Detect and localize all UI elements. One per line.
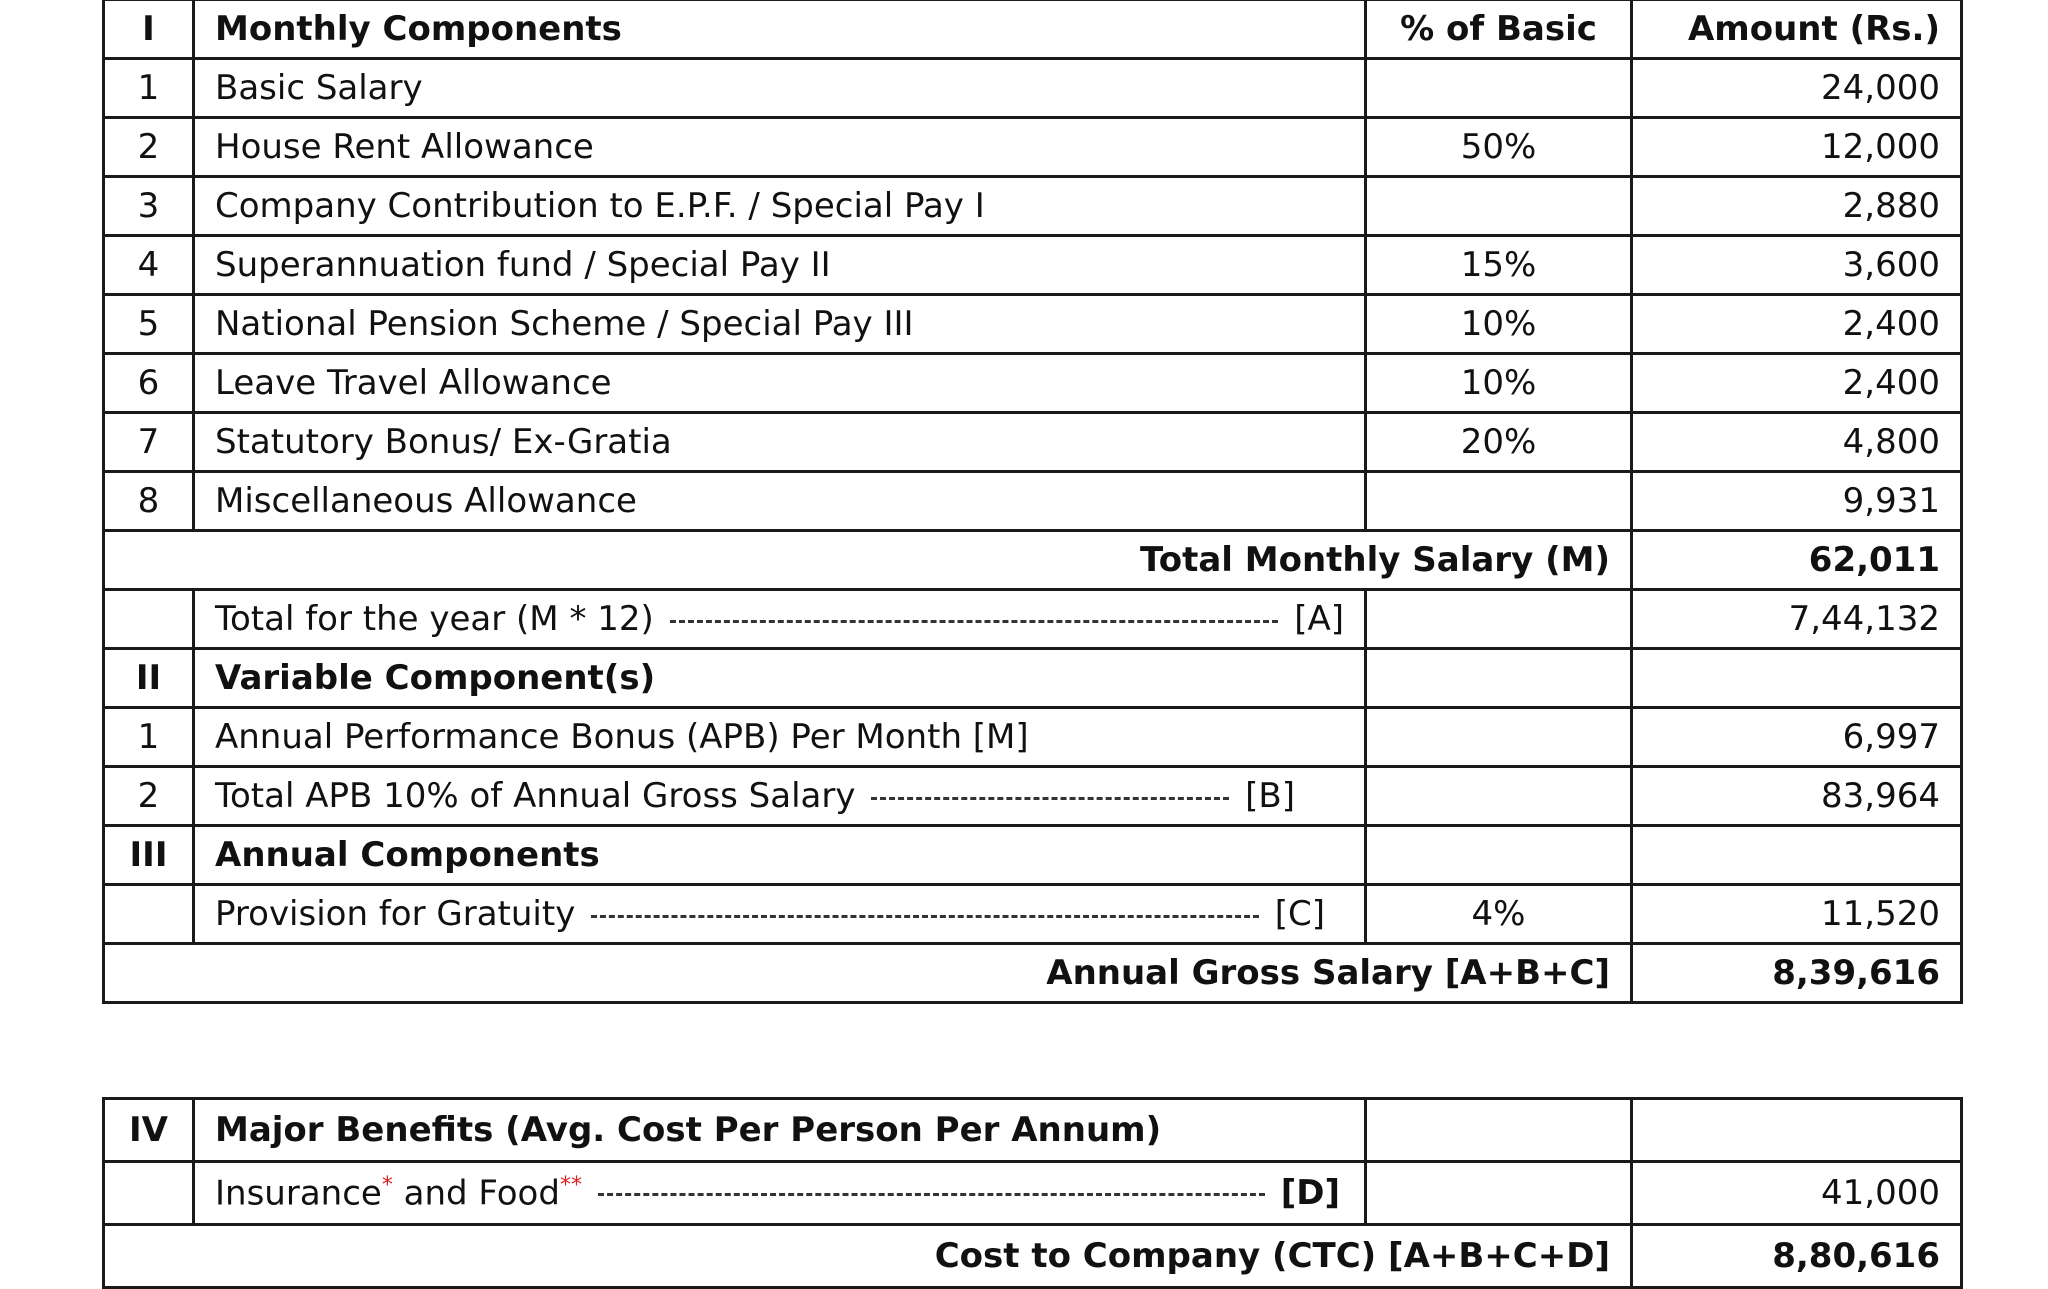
total-year-label: Total for the year (M * 12) xyxy=(215,599,654,639)
component-label: Miscellaneous Allowance xyxy=(194,472,1366,531)
row-number: 2 xyxy=(104,767,194,826)
empty-cell xyxy=(1632,1099,1962,1162)
table-row xyxy=(104,118,1962,177)
component-label: Leave Travel Allowance xyxy=(194,354,1366,413)
component-label: Statutory Bonus/ Ex-Gratia xyxy=(194,413,1366,472)
salary-components-table xyxy=(102,0,1963,1004)
component-label: House Rent Allowance xyxy=(194,118,1366,177)
section-title: Annual Components xyxy=(194,826,1366,885)
column-header-percent: % of Basic xyxy=(1366,0,1632,59)
table-row xyxy=(104,177,1962,236)
row-number: 3 xyxy=(104,177,194,236)
gratuity-cell xyxy=(194,885,1366,944)
section-header-row xyxy=(104,826,1962,885)
section-number: I xyxy=(104,0,194,59)
section-number: IV xyxy=(104,1099,194,1162)
component-amount: 2,400 xyxy=(1632,354,1962,413)
component-label: National Pension Scheme / Special Pay III xyxy=(194,295,1366,354)
component-percent: 10% xyxy=(1366,354,1632,413)
component-percent xyxy=(1366,472,1632,531)
empty-cell xyxy=(1632,649,1962,708)
row-number: 1 xyxy=(104,59,194,118)
section-header-row xyxy=(104,649,1962,708)
component-label: Superannuation fund / Special Pay II xyxy=(194,236,1366,295)
row-number: 5 xyxy=(104,295,194,354)
row-number: 8 xyxy=(104,472,194,531)
total-year-cell xyxy=(194,590,1366,649)
ctc-label: Cost to Company (CTC) [A+B+C+D] xyxy=(104,1225,1632,1288)
total-year-row xyxy=(104,590,1962,649)
benefits-cell xyxy=(194,1162,1366,1225)
leader-dashes xyxy=(591,915,1258,918)
column-header-components: Monthly Components xyxy=(194,0,1366,59)
component-tag: [B] xyxy=(1245,776,1295,816)
row-number: 1 xyxy=(104,708,194,767)
total-monthly-label: Total Monthly Salary (M) xyxy=(104,531,1632,590)
empty-cell xyxy=(1366,1162,1632,1225)
empty-cell xyxy=(1366,649,1632,708)
component-amount: 2,400 xyxy=(1632,295,1962,354)
component-percent: 50% xyxy=(1366,118,1632,177)
total-monthly-row xyxy=(104,531,1962,590)
section-number: III xyxy=(104,826,194,885)
asterisk-marker: * xyxy=(381,1172,393,1198)
gratuity-amount: 11,520 xyxy=(1632,885,1962,944)
component-amount: 83,964 xyxy=(1632,767,1962,826)
table-row xyxy=(104,236,1962,295)
empty-cell xyxy=(1366,767,1632,826)
column-header-amount: Amount (Rs.) xyxy=(1632,0,1962,59)
component-percent xyxy=(1366,59,1632,118)
component-amount: 2,880 xyxy=(1632,177,1962,236)
component-label: Company Contribution to E.P.F. / Special Pay I xyxy=(194,177,1366,236)
section-title: Major Benefits (Avg. Cost Per Person Per Annum) xyxy=(194,1099,1366,1162)
food-label: and Food xyxy=(392,1173,560,1214)
empty-cell xyxy=(104,885,194,944)
component-percent: 10% xyxy=(1366,295,1632,354)
row-number: 6 xyxy=(104,354,194,413)
section-header-row xyxy=(104,1099,1962,1162)
empty-cell xyxy=(1366,1099,1632,1162)
component-label: Annual Performance Bonus (APB) Per Month [M] xyxy=(194,708,1366,767)
component-amount: 6,997 xyxy=(1632,708,1962,767)
component-amount: 3,600 xyxy=(1632,236,1962,295)
gratuity-tag: [C] xyxy=(1274,894,1325,934)
table-row xyxy=(104,885,1962,944)
total-year-tag: [A] xyxy=(1294,599,1344,639)
leader-dashes xyxy=(871,797,1229,800)
ctc-row xyxy=(104,1225,1962,1288)
component-percent: 15% xyxy=(1366,236,1632,295)
empty-cell xyxy=(1366,590,1632,649)
component-label: Basic Salary xyxy=(194,59,1366,118)
component-label: Total APB 10% of Annual Gross Salary xyxy=(215,776,856,816)
benefits-amount: 41,000 xyxy=(1632,1162,1962,1225)
table-row xyxy=(104,1162,1962,1225)
table-row xyxy=(104,413,1962,472)
insurance-label: Insurance xyxy=(215,1173,382,1214)
total-monthly-amount: 62,011 xyxy=(1632,531,1962,590)
leader-dashes xyxy=(670,620,1278,623)
component-percent xyxy=(1366,177,1632,236)
row-number: 4 xyxy=(104,236,194,295)
empty-cell xyxy=(104,1162,194,1225)
row-number: 7 xyxy=(104,413,194,472)
row-number: 2 xyxy=(104,118,194,177)
benefits-table xyxy=(102,1097,1963,1289)
empty-cell xyxy=(1366,708,1632,767)
section-number: II xyxy=(104,649,194,708)
ctc-amount: 8,80,616 xyxy=(1632,1225,1962,1288)
table-row xyxy=(104,59,1962,118)
table-row xyxy=(104,354,1962,413)
empty-cell xyxy=(1632,826,1962,885)
double-asterisk-marker: ** xyxy=(559,1172,582,1198)
annual-gross-amount: 8,39,616 xyxy=(1632,944,1962,1003)
component-amount: 9,931 xyxy=(1632,472,1962,531)
component-amount: 12,000 xyxy=(1632,118,1962,177)
annual-gross-label: Annual Gross Salary [A+B+C] xyxy=(104,944,1632,1003)
table-row xyxy=(104,295,1962,354)
leader-dashes xyxy=(598,1193,1265,1196)
benefits-label xyxy=(215,1173,582,1213)
annual-gross-row xyxy=(104,944,1962,1003)
section-title: Variable Component(s) xyxy=(194,649,1366,708)
table-row xyxy=(104,472,1962,531)
table-row xyxy=(104,708,1962,767)
benefits-tag: [D] xyxy=(1280,1172,1340,1213)
gratuity-percent: 4% xyxy=(1366,885,1632,944)
component-cell xyxy=(194,767,1366,826)
table-row xyxy=(104,767,1962,826)
gratuity-label: Provision for Gratuity xyxy=(215,894,576,934)
empty-cell xyxy=(104,590,194,649)
component-amount: 24,000 xyxy=(1632,59,1962,118)
empty-cell xyxy=(1366,826,1632,885)
component-amount: 4,800 xyxy=(1632,413,1962,472)
table-header-row xyxy=(104,0,1962,59)
total-year-amount: 7,44,132 xyxy=(1632,590,1962,649)
component-percent: 20% xyxy=(1366,413,1632,472)
